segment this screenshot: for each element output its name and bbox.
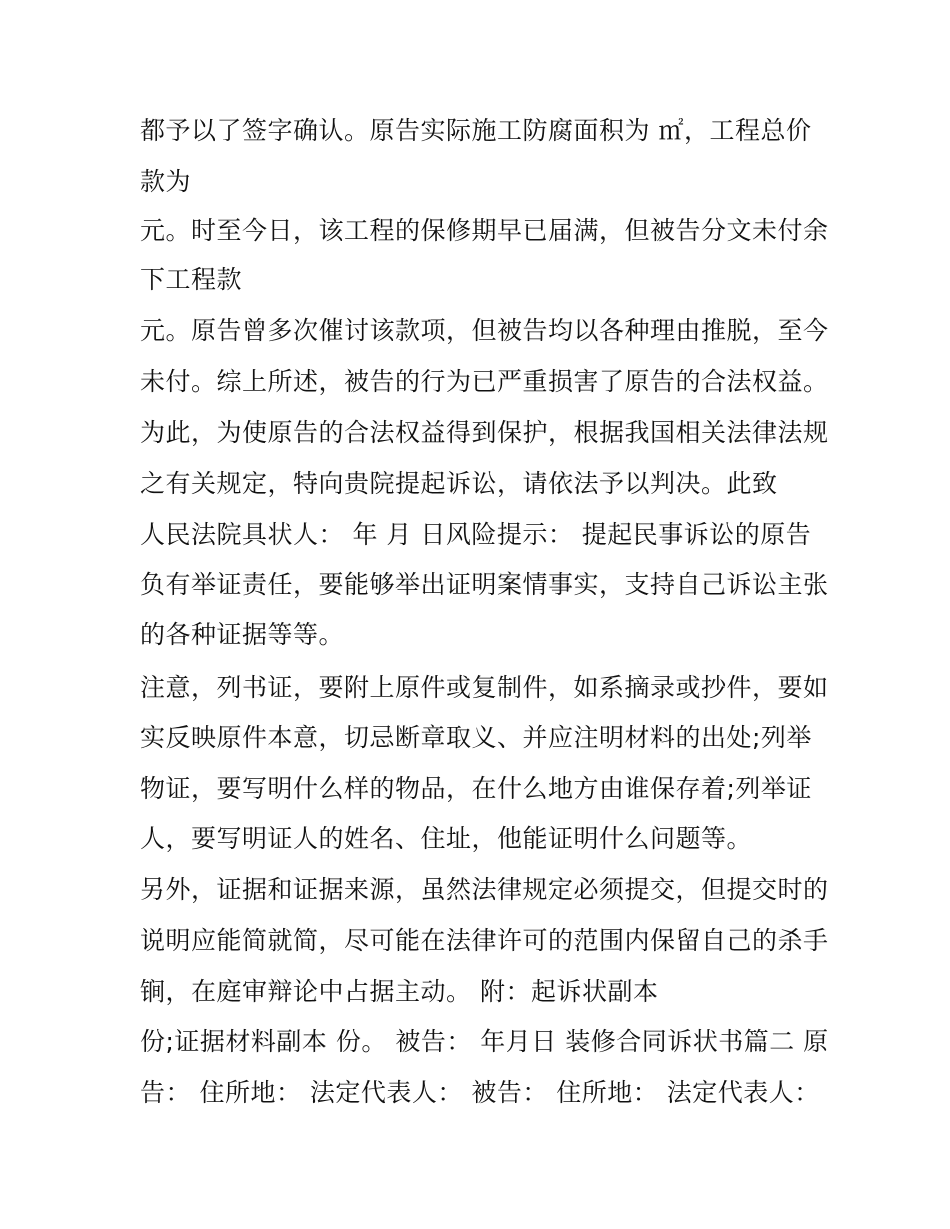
- text-line: 的各种证据等等。: [140, 620, 345, 649]
- text-line: 未付。综上所述，被告的行为已严重损害了原告的合法权益。: [140, 367, 829, 396]
- text-line: 为此，为使原告的合法权益得到保护，根据我国相关法律法规: [140, 418, 829, 447]
- text-line: 负有举证责任，要能够举出证明案情事实，支持自己诉讼主张: [140, 570, 829, 599]
- text-line: 实反映原件本意，切忌断章取义、并应注明材料的出处;列举: [140, 723, 812, 752]
- text-line: 人，要写明证人的姓名、住址，他能证明什么问题等。: [140, 824, 753, 853]
- text-line: 另外，证据和证据来源，虽然法律规定必须提交，但提交时的: [140, 875, 829, 904]
- text-line: 之有关规定，特向贵院提起诉讼，请依法予以判决。此致: [140, 469, 778, 498]
- text-line: 注意，列书证，要附上原件或复制件，如系摘录或抄件，要如: [140, 673, 829, 702]
- text-line: 都予以了签字确认。原告实际施工防腐面积为 ㎡，工程总价: [140, 116, 812, 145]
- text-line: 人民法院具状人： 年 月 日风险提示： 提起民事诉讼的原告: [140, 520, 812, 549]
- text-line: 份;证据材料副本 份。 被告： 年月日 装修合同诉状书篇二 原: [140, 1027, 829, 1056]
- text-line: 元。原告曾多次催讨该款项，但被告均以各种理由推脱，至今: [140, 316, 829, 345]
- text-line: 说明应能简就简，尽可能在法律许可的范围内保留自己的杀手: [140, 926, 829, 955]
- text-line: 锏，在庭审辩论中占据主动。 附：起诉状副本: [140, 977, 659, 1006]
- text-line: 款为: [140, 167, 192, 196]
- text-line: 告： 住所地： 法定代表人： 被告： 住所地： 法定代表人：: [140, 1078, 820, 1107]
- text-line: 元。时至今日，该工程的保修期早已届满，但被告分文未付余: [140, 216, 829, 245]
- text-line: 下工程款: [140, 265, 243, 294]
- text-line: 物证，要写明什么样的物品，在什么地方由谁保存着;列举证: [140, 774, 812, 803]
